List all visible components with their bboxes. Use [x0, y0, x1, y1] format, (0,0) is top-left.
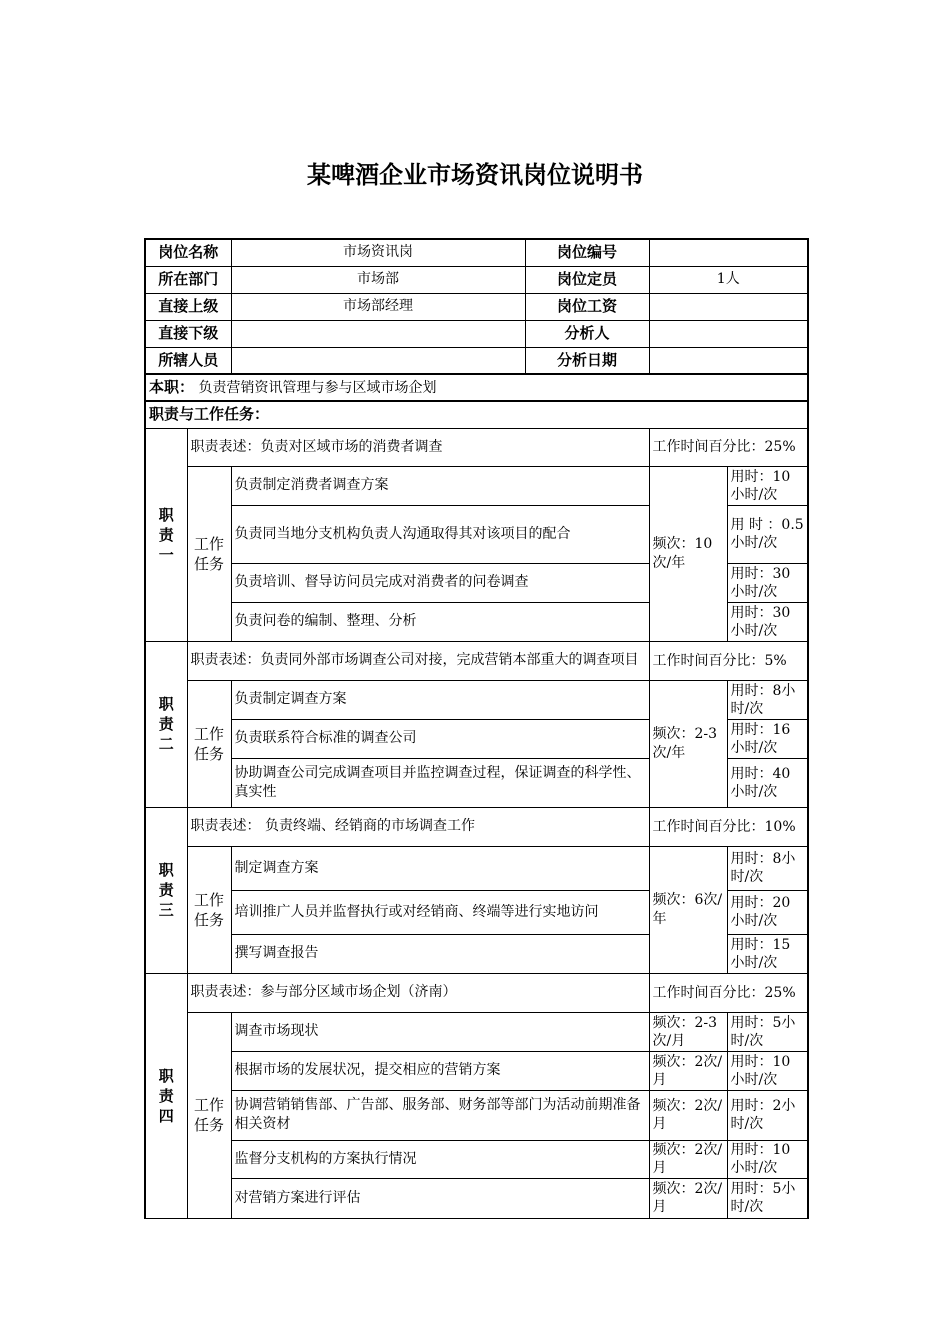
analyst-label: 分析人 [525, 320, 649, 347]
duty-1-task-4: 负责问卷的编制、整理、分析 [231, 602, 649, 641]
job-description-table [144, 238, 809, 1219]
duty-1-task-1: 负责制定消费者调查方案 [231, 466, 649, 505]
duty-1-task-2: 负责同当地分支机构负责人沟通取得其对该项目的配合 [231, 505, 649, 563]
subordinate-label: 直接下级 [145, 320, 231, 347]
duty-3-task-label: 工作 任务 [187, 846, 231, 973]
duty-3-label: 职 责 三 [145, 807, 187, 973]
duty-3-task-3-time: 用时：15小时/次 [727, 934, 808, 973]
duty-4-task-2: 根据市场的发展状况，提交相应的营销方案 [231, 1051, 649, 1090]
duty-1-task-1-time: 用时：10小时/次 [727, 466, 808, 505]
duty-3-percent: 工作时间百分比：10% [649, 807, 808, 846]
duty-4-task-3: 协调营销销售部、广告部、服务部、财务部等部门为活动前期准备相关资材 [231, 1090, 649, 1140]
duty-2-task-3: 协助调查公司完成调查项目并监控调查过程，保证调查的科学性、真实性 [231, 758, 649, 807]
duty-4-task-2-time: 用时：10小时/次 [727, 1051, 808, 1090]
job-name-label: 岗位名称 [145, 239, 231, 266]
duty-2-task-2-time: 用时：16小时/次 [727, 719, 808, 758]
subordinate-value [231, 320, 525, 347]
duty-4-task-1: 调查市场现状 [231, 1012, 649, 1051]
duty-4-task-2-freq: 频次：2次/月 [649, 1051, 727, 1090]
duty-2-percent: 工作时间百分比：5% [649, 641, 808, 680]
duty-1-task-label: 工作 任务 [187, 466, 231, 641]
duty-4-task-4-time: 用时：10小时/次 [727, 1140, 808, 1178]
duty-4-task-4-freq: 频次：2次/月 [649, 1140, 727, 1178]
duty-4-label: 职 责 四 [145, 973, 187, 1218]
superior-label: 直接上级 [145, 293, 231, 320]
duty-2-task-label: 工作 任务 [187, 680, 231, 807]
duty-4-task-1-time: 用时：5小时/次 [727, 1012, 808, 1051]
duty-4-task-label: 工作 任务 [187, 1012, 231, 1218]
duty-1-task-3-time: 用时：30小时/次 [727, 563, 808, 602]
duty-4-task-5-time: 用时：5小时/次 [727, 1178, 808, 1218]
duty-1-frequency: 频次：10次/年 [649, 466, 727, 641]
quota-label: 岗位定员 [525, 266, 649, 293]
duty-2-task-1-time: 用时：8小时/次 [727, 680, 808, 719]
dept-value: 市场部 [231, 266, 525, 293]
salary-value [649, 293, 808, 320]
job-no-label: 岗位编号 [525, 239, 649, 266]
job-no-value [649, 239, 808, 266]
staff-value [231, 347, 525, 374]
superior-value: 市场部经理 [231, 293, 525, 320]
job-name-value: 市场资讯岗 [231, 239, 525, 266]
duty-3-task-1-time: 用时：8小时/次 [727, 846, 808, 890]
duty-1-label: 职 责 一 [145, 428, 187, 641]
staff-label: 所辖人员 [145, 347, 231, 374]
duty-4-task-3-freq: 频次：2次/月 [649, 1090, 727, 1140]
duty-1-desc: 职责表述：负责对区域市场的消费者调查 [187, 428, 649, 466]
duty-2-task-1: 负责制定调查方案 [231, 680, 649, 719]
analyst-value [649, 320, 808, 347]
duty-3-desc: 职责表述： 负责终端、经销商的市场调查工作 [187, 807, 649, 846]
quota-value: 1人 [649, 266, 808, 293]
duty-4-task-5-freq: 频次：2次/月 [649, 1178, 727, 1218]
duty-2-label: 职 责 二 [145, 641, 187, 807]
core-duty-row [145, 374, 808, 401]
duty-4-task-3-time: 用时：2小时/次 [727, 1090, 808, 1140]
duty-2-frequency: 频次：2-3次/年 [649, 680, 727, 807]
dept-label: 所在部门 [145, 266, 231, 293]
duty-1-task-2-time: 用 时 ：0.5小时/次 [727, 505, 808, 563]
analysis-date-label: 分析日期 [525, 347, 649, 374]
duty-4-task-4: 监督分支机构的方案执行情况 [231, 1140, 649, 1178]
duty-3-task-1: 制定调查方案 [231, 846, 649, 890]
core-duty-label: 本职： [149, 377, 195, 396]
duty-1-task-3: 负责培训、督导访问员完成对消费者的问卷调查 [231, 563, 649, 602]
duty-1-percent: 工作时间百分比：25% [649, 428, 808, 466]
document-title: 某啤酒企业市场资讯岗位说明书 [307, 161, 643, 189]
duty-3-task-2-time: 用时：20小时/次 [727, 890, 808, 934]
duty-4-task-1-freq: 频次：2-3次/月 [649, 1012, 727, 1051]
duty-1-task-4-time: 用时：30小时/次 [727, 602, 808, 641]
duty-3-task-3: 撰写调查报告 [231, 934, 649, 973]
duty-2-task-3-time: 用时：40小时/次 [727, 758, 808, 807]
duty-3-task-2: 培训推广人员并监督执行或对经销商、终端等进行实地访问 [231, 890, 649, 934]
analysis-date-value [649, 347, 808, 374]
duty-2-task-2: 负责联系符合标准的调查公司 [231, 719, 649, 758]
duties-section-label: 职责与工作任务： [145, 401, 808, 428]
duty-4-task-5: 对营销方案进行评估 [231, 1178, 649, 1218]
duty-2-desc: 职责表述：负责同外部市场调查公司对接，完成营销本部重大的调查项目 [187, 641, 649, 680]
duty-4-percent: 工作时间百分比：25% [649, 973, 808, 1012]
duty-4-desc: 职责表述：参与部分区域市场企划（济南） [187, 973, 649, 1012]
salary-label: 岗位工资 [525, 293, 649, 320]
core-duty-text: 负责营销资讯管理与参与区域市场企划 [198, 379, 437, 396]
duty-3-frequency: 频次：6次/年 [649, 846, 727, 973]
